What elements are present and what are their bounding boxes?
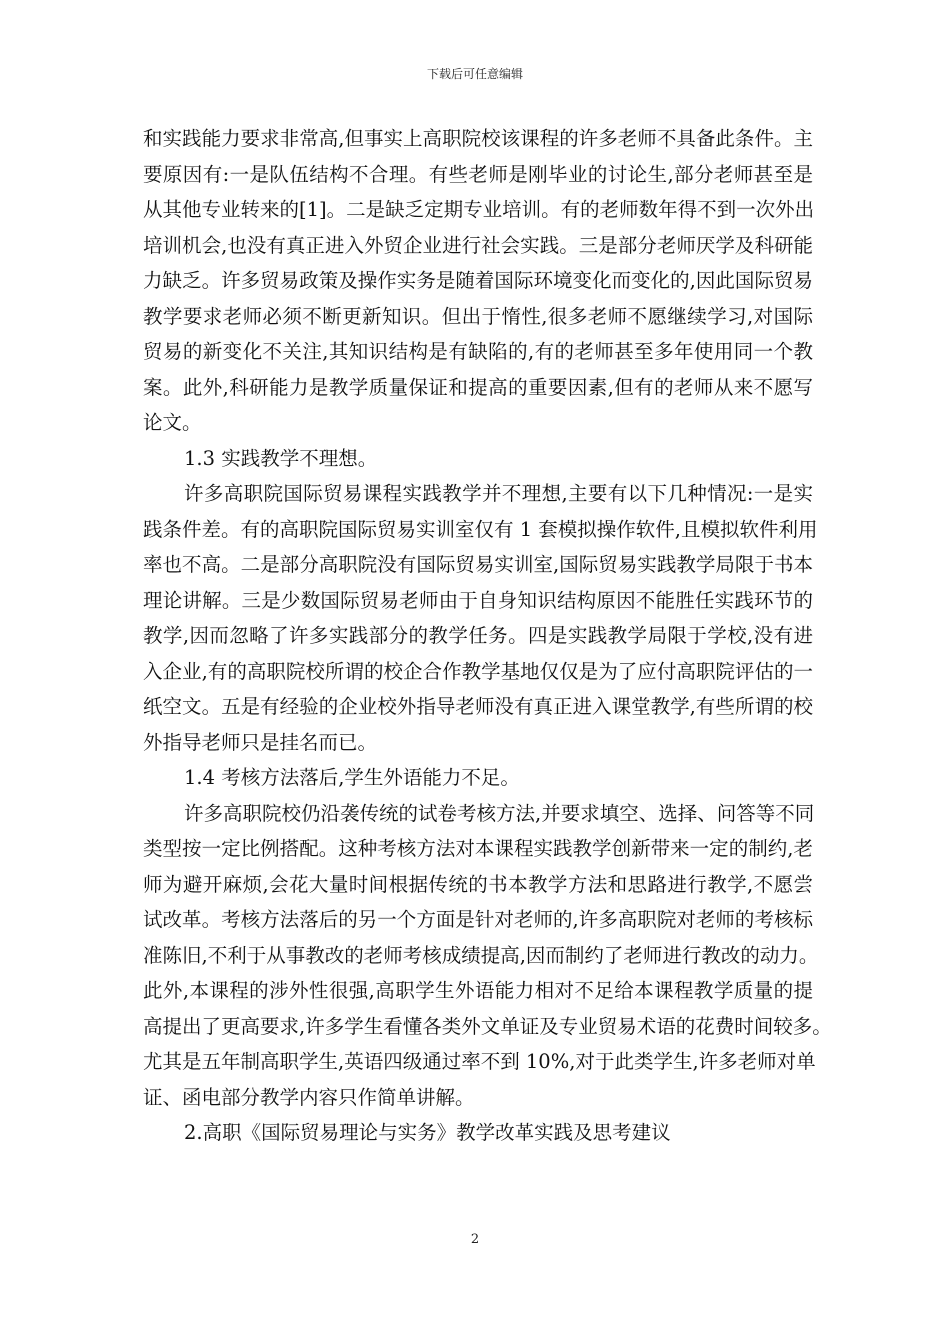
text-line: 此外,本课程的涉外性很强,高职学生外语能力相对不足给本课程教学质量的提 [143,979,813,1002]
text-line: 1.3 实践教学不理想。 [184,446,378,470]
text-line: 入企业,有的高职院校所谓的校企合作教学基地仅仅是为了应付高职院评估的一 [143,659,813,683]
text-line: 纸空文。五是有经验的企业校外指导老师没有真正进入课堂教学,有些所谓的校 [143,695,813,718]
text-line: 准陈旧,不利于从事教改的老师考核成绩提高,因而制约了老师进行教改的动力。 [143,943,819,967]
text-line: 和实践能力要求非常高,但事实上高职院校该课程的许多老师不具备此条件。主 [143,127,813,150]
page-number: 2 [470,1232,480,1247]
text-line: 试改革。考核方法落后的另一个方面是针对老师的,许多高职院对老师的考核标 [143,908,813,931]
text-line: 2.高职《国际贸易理论与实务》教学改革实践及思考建议 [184,1121,671,1144]
text-line: 许多高职院国际贸易课程实践教学并不理想,主要有以下几种情况:一是实 [184,482,813,505]
text-line: 理论讲解。三是少数国际贸易老师由于自身知识结构原因不能胜任实践环节的 [143,588,813,612]
text-line: 证、函电部分教学内容只作简单讲解。 [143,1085,475,1109]
document-body [143,121,832,1151]
text-line: 1.4 考核方法落后,学生外语能力不足。 [184,766,520,789]
text-line: 率也不高。二是部分高职院没有国际贸易实训室,国际贸易实践教学局限于书本 [143,553,813,576]
text-line: 高提出了更高要求,许多学生看懂各类外文单证及专业贸易术语的花费时间较多。 [143,1014,832,1038]
text-line: 要原因有:一是队伍结构不合理。有些老师是刚毕业的讨论生,部分老师甚至是 [143,162,813,186]
text-line: 外指导老师只是挂名而已。 [143,730,378,754]
text-line: 案。此外,科研能力是教学质量保证和提高的重要因素,但有的老师从来不愿写 [143,375,813,399]
text-line: 力缺乏。许多贸易政策及操作实务是随着国际环境变化而变化的,因此国际贸易 [143,269,813,292]
text-line: 类型按一定比例搭配。这种考核方法对本课程实践教学创新带来一定的制约,老 [143,837,813,860]
text-line: 师为避开麻烦,会花大量时间根据传统的书本教学方法和思路进行教学,不愿尝 [143,872,813,896]
text-line: 教学,因而忽略了许多实践部分的教学任务。四是实践教学局限于学校,没有进 [143,624,813,647]
text-line: 践条件差。有的高职院国际贸易实训室仅有 1 套模拟操作软件,且模拟软件利用 [143,517,818,541]
text-line: 贸易的新变化不关注,其知识结构是有缺陷的,有的老师甚至多年使用同一个教 [143,340,813,363]
text-line: 论文。 [143,411,202,434]
text-line: 从其他专业转来的[1]。二是缺乏定期专业培训。有的老师数年得不到一次外出 [143,198,815,221]
text-line: 许多高职院校仍沿袭传统的试卷考核方法,并要求填空、选择、问答等不同 [184,801,815,825]
text-line: 教学要求老师必须不断更新知识。但出于惰性,很多老师不愿继续学习,对国际 [143,304,813,328]
text-line: 培训机会,也没有真正进入外贸企业进行社会实践。三是部分老师厌学及科研能 [143,233,813,257]
page-header: 下载后可任意编辑 [426,67,523,81]
text-line: 尤其是五年制高职学生,英语四级通过率不到 10%,对于此类学生,许多老师对单 [143,1050,816,1073]
